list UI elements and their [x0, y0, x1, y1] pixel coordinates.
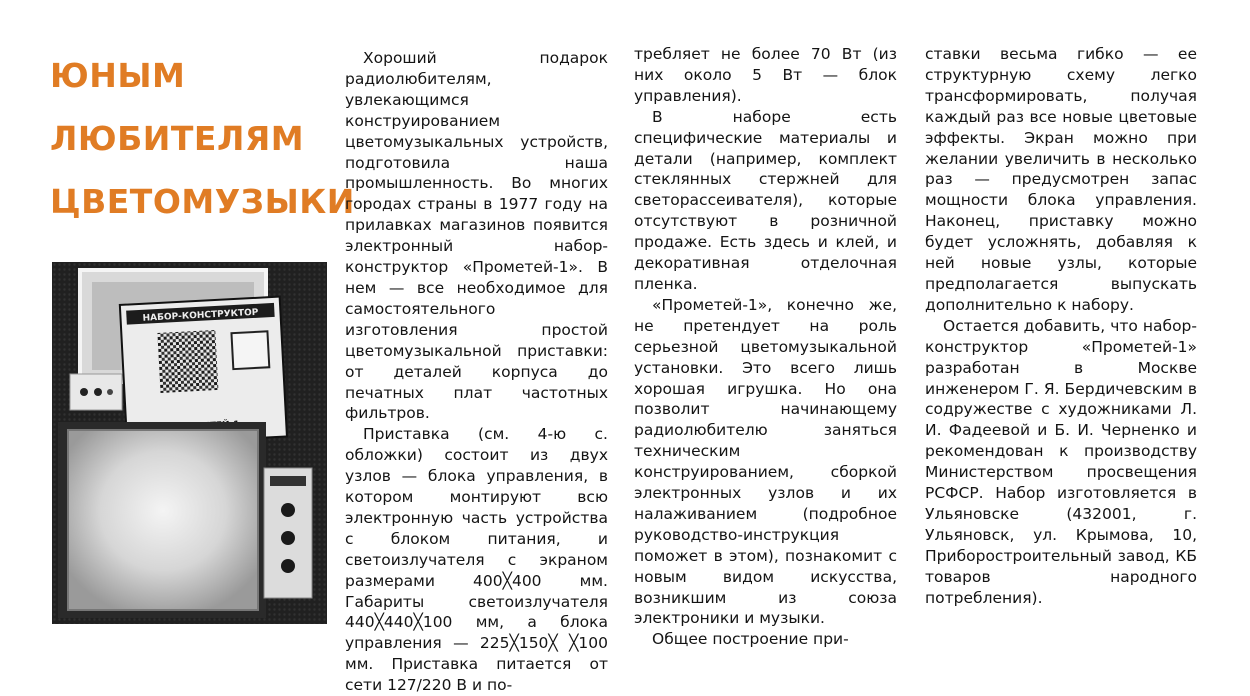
light-emitter-screen	[68, 430, 258, 610]
article-column-3	[925, 44, 1197, 608]
paragraph: В наборе есть специфические материалы и детали (например, комплект стеклянных стержней для светорассеивателя), которые отсутствуют в розничной продаже. Есть здесь и клей, и декоративная отделочная пленка.	[634, 107, 897, 293]
paragraph: Общее построение при-	[652, 630, 849, 649]
kit-box-label: НАБОР-КОНСТРУКТОР	[142, 307, 259, 324]
headline	[50, 44, 355, 233]
paragraph: Остается добавить, что набор-конструктор «Прометей-1» разработан в Москве инженером Г. Я. Бердичевским в содружестве с художниками Л. И. Фадеевой и Б. И. Черненко и рекомендован к производству Министерством просвещения РСФСР. Набор изготовляется в Ульяновске (432001, г. Ульяновск, ул. Крымова, 10, Приборостроительный завод, КБ товаров народного потребления).	[925, 316, 1197, 607]
article-column-1	[345, 48, 608, 696]
product-photo	[52, 262, 327, 624]
paragraph: Приставка (см. 4-ю с. обложки) состоит из двух узлов — блока управления, в котором монтируют всю электронную часть устройства с блоком питания, и светоизлучателя с экраном размерами 400╳400 мм. Габариты светоизлучателя 440╳440╳100 мм, а блока управления — 225╳150╳ ╳100 мм. Приставка питается от сети 127/220 В и по-	[345, 425, 608, 695]
paragraph: требляет не более 70 Вт (из них около 5 Вт — блок управления).	[634, 45, 897, 105]
headline-line-3: ЦВЕТОМУЗЫКИ	[50, 182, 355, 221]
paragraph: «Прометей-1», конечно же, не претендует на роль серьезной цветомузыкальной установки. Это всего лишь хорошая игрушка. Но она позволит начинающему радиолюбителю заняться техническим конструированием, сборкой электронных узлов и их налаживанием (подробное руководство-инструкция поможет в этом), познакомит с новым видом искусства, возникшим из союза электроники и музыки.	[634, 295, 897, 628]
article-column-2	[634, 44, 897, 650]
headline-line-1: ЮНЫМ	[50, 56, 186, 95]
paragraph: Хороший подарок радиолюбителям, увлекающимся конструированием цветомузыкальных устройств, подготовила наша промышленность. Во многих городах страны в 1977 году на прилавках магазинов появится электронный набор-конструктор «Прометей-1». В нем — все необходимое для самостоятельного изготовления простой цветомузыкальной приставки: от деталей корпуса до печатных плат частотных фильтров.	[345, 49, 608, 423]
paragraph: ставки весьма гибко — ее структурную схему легко трансформировать, получая каждый раз все новые цветовые эффекты. Экран можно при желании увеличить в несколько раз — предусмотрен запас мощности блока управления. Наконец, приставку можно будет усложнять, добавляя к ней новые узлы, которые предполагается выпускать дополнительно к набору.	[925, 45, 1197, 314]
headline-line-2: ЛЮБИТЕЛЯМ	[50, 119, 305, 158]
